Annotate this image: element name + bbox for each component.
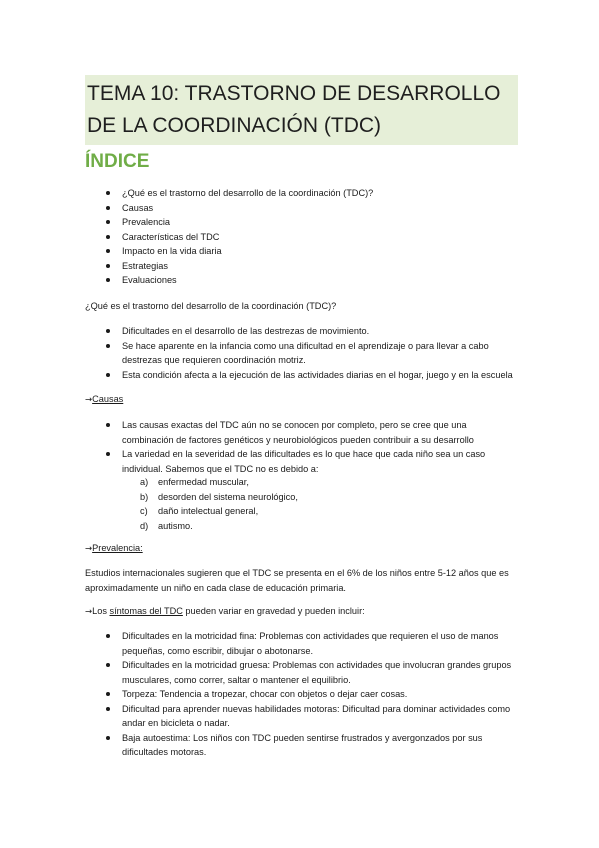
causas-label: Causas xyxy=(92,394,124,404)
causas-list xyxy=(106,418,518,476)
causas-subitem: d) autismo. xyxy=(140,520,193,531)
prevalencia-text: Estudios internacionales sugieren que el TDC se presenta en el 6% de los niños entre 5-12 años que es aproximadamente un niño en cada clase de educación primaria. xyxy=(85,568,509,593)
causas-heading xyxy=(85,392,123,408)
what-is-item: Dificultades en el desarrollo de las destrezas de movimiento. xyxy=(106,324,524,339)
sintomas-label: síntomas del TDC xyxy=(109,606,183,616)
sintomas-item: Baja autoestima: Los niños con TDC pueden sentirse frustrados y avergonzados por sus dificultades motoras. xyxy=(106,731,518,760)
index-item: Evaluaciones xyxy=(106,273,506,288)
what-is-question: ¿Qué es el trastorno del desarrollo de la coordinación (TDC)? xyxy=(85,301,337,311)
index-item: ¿Qué es el trastorno del desarrollo de la coordinación (TDC)? xyxy=(106,186,506,201)
what-is-item: Se hace aparente en la infancia como una dificultad en el aprendizaje o para llevar a cabo destrezas que requieren coordinación motriz. xyxy=(106,339,524,368)
index-item: Prevalencia xyxy=(106,215,506,230)
index-heading: ÍNDICE xyxy=(85,151,150,172)
index-list xyxy=(106,186,506,288)
page-title: TEMA 10: TRASTORNO DE DESARROLLO DE LA COORDINACIÓN (TDC) xyxy=(87,82,501,137)
sintomas-heading: →Los síntomas del TDC pueden variar en gravedad y pueden incluir: xyxy=(85,606,365,617)
index-item: Características del TDC xyxy=(106,230,506,245)
sintomas-item: Dificultad para aprender nuevas habilidades motoras: Dificultad para dominar actividades como andar en bicicleta o nadar. xyxy=(106,702,518,731)
causas-item: La variedad en la severidad de las dificultades es lo que hace que cada niño sea un caso individual. Sabemos que el TDC no es debido a: xyxy=(106,447,518,476)
arrow-icon: → xyxy=(85,544,93,554)
causas-item: Las causas exactas del TDC aún no se conocen por completo, pero se cree que una combinación de factores genéticos y neurobiológicos pueden contribuir a su desarrollo xyxy=(106,418,518,447)
causas-subitem: b) desorden del sistema neurológico, xyxy=(140,491,298,502)
causas-subitem: a) enfermedad muscular, xyxy=(140,477,249,487)
sintomas-item: Torpeza: Tendencia a tropezar, chocar con objetos o dejar caer cosas. xyxy=(106,687,518,702)
index-item: Causas xyxy=(106,201,506,216)
causas-subitem: c) daño intelectual general, xyxy=(140,506,259,516)
index-item: Estrategias xyxy=(106,259,506,274)
sintomas-item: Dificultades en la motricidad fina: Problemas con actividades que requieren el uso de manos pequeñas, como escribir, dibujar o abotonarse. xyxy=(106,629,518,658)
prevalencia-heading xyxy=(85,541,143,557)
sintomas-list xyxy=(106,629,518,760)
prevalencia-label: Prevalencia: xyxy=(92,543,143,553)
what-is-list xyxy=(106,324,524,382)
causas-sublist xyxy=(140,475,440,533)
arrow-icon: → xyxy=(85,395,93,405)
arrow-icon: → xyxy=(85,607,93,617)
index-item: Impacto en la vida diaria xyxy=(106,244,506,259)
sintomas-item: Dificultades en la motricidad gruesa: Problemas con actividades que involucran grandes grupos musculares, como correr, saltar o mantener el equilibrio. xyxy=(106,658,518,687)
what-is-item: Esta condición afecta a la ejecución de las actividades diarias en el hogar, juego y en la escuela xyxy=(106,368,524,383)
